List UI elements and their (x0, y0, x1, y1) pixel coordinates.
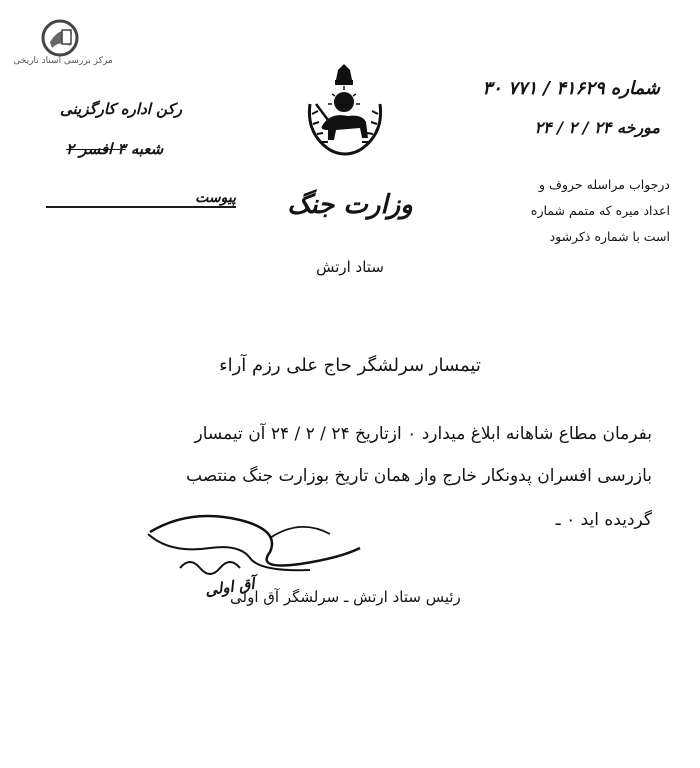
reference-label: شماره (610, 78, 660, 99)
signed-name: آق اولی (203, 574, 256, 600)
reply-note-line: است با شماره ذکرشود (549, 229, 670, 244)
department-label: رکن (156, 100, 182, 118)
reply-note-line: اعداد میره که متمم شماره (530, 203, 670, 218)
reply-instruction-note (460, 172, 670, 250)
date-value: ۲۴ / ۲ / ۲۴ (534, 118, 612, 137)
army-staff-subtitle: ستاد ارتش (316, 258, 384, 276)
department-value: اداره کارگزینی (60, 100, 151, 118)
lion-and-sun-emblem-icon (300, 64, 390, 164)
reference-number: ۴۱۶۲۹ / ۷۷۱ ۳۰ (482, 78, 605, 99)
body-line-1: بفرمان مطاع شاهانه ابلاغ میدارد ۰ ازتاریخ ۲۴ / ۲ / ۲۴ آن تیمسار (194, 424, 652, 444)
signatory-line: رئیس ستاد ارتش ـ سرلشگر آق اولی (230, 588, 461, 606)
branch-line (66, 140, 163, 158)
branch-label: شعبه (130, 140, 164, 158)
enclosure-label: پیوست (195, 190, 236, 206)
department-line (60, 100, 182, 118)
enclosure-line (46, 190, 236, 208)
branch-value: ۳ افسر ۲ (66, 140, 126, 158)
reference-number-line (483, 78, 660, 99)
reply-note-line: درجواب مراسله حروف و (539, 177, 670, 192)
watermark-text: مرکز بررسی اسناد تاریخی (13, 56, 113, 66)
date-line (534, 118, 660, 137)
addressee-line: تیمسار سرلشگر حاج علی رزم آراء (219, 355, 481, 376)
date-label: مورخه (616, 118, 660, 137)
body-line-2: بازرسی افسران پدونکار خارج واز همان تاریخ بوزارت جنگ منتصب (186, 466, 652, 486)
archive-logo-icon (40, 18, 80, 58)
body-line-3: گردیده اید ۰ ـ (555, 510, 652, 530)
ministry-title: وزارت جنگ (287, 190, 413, 220)
